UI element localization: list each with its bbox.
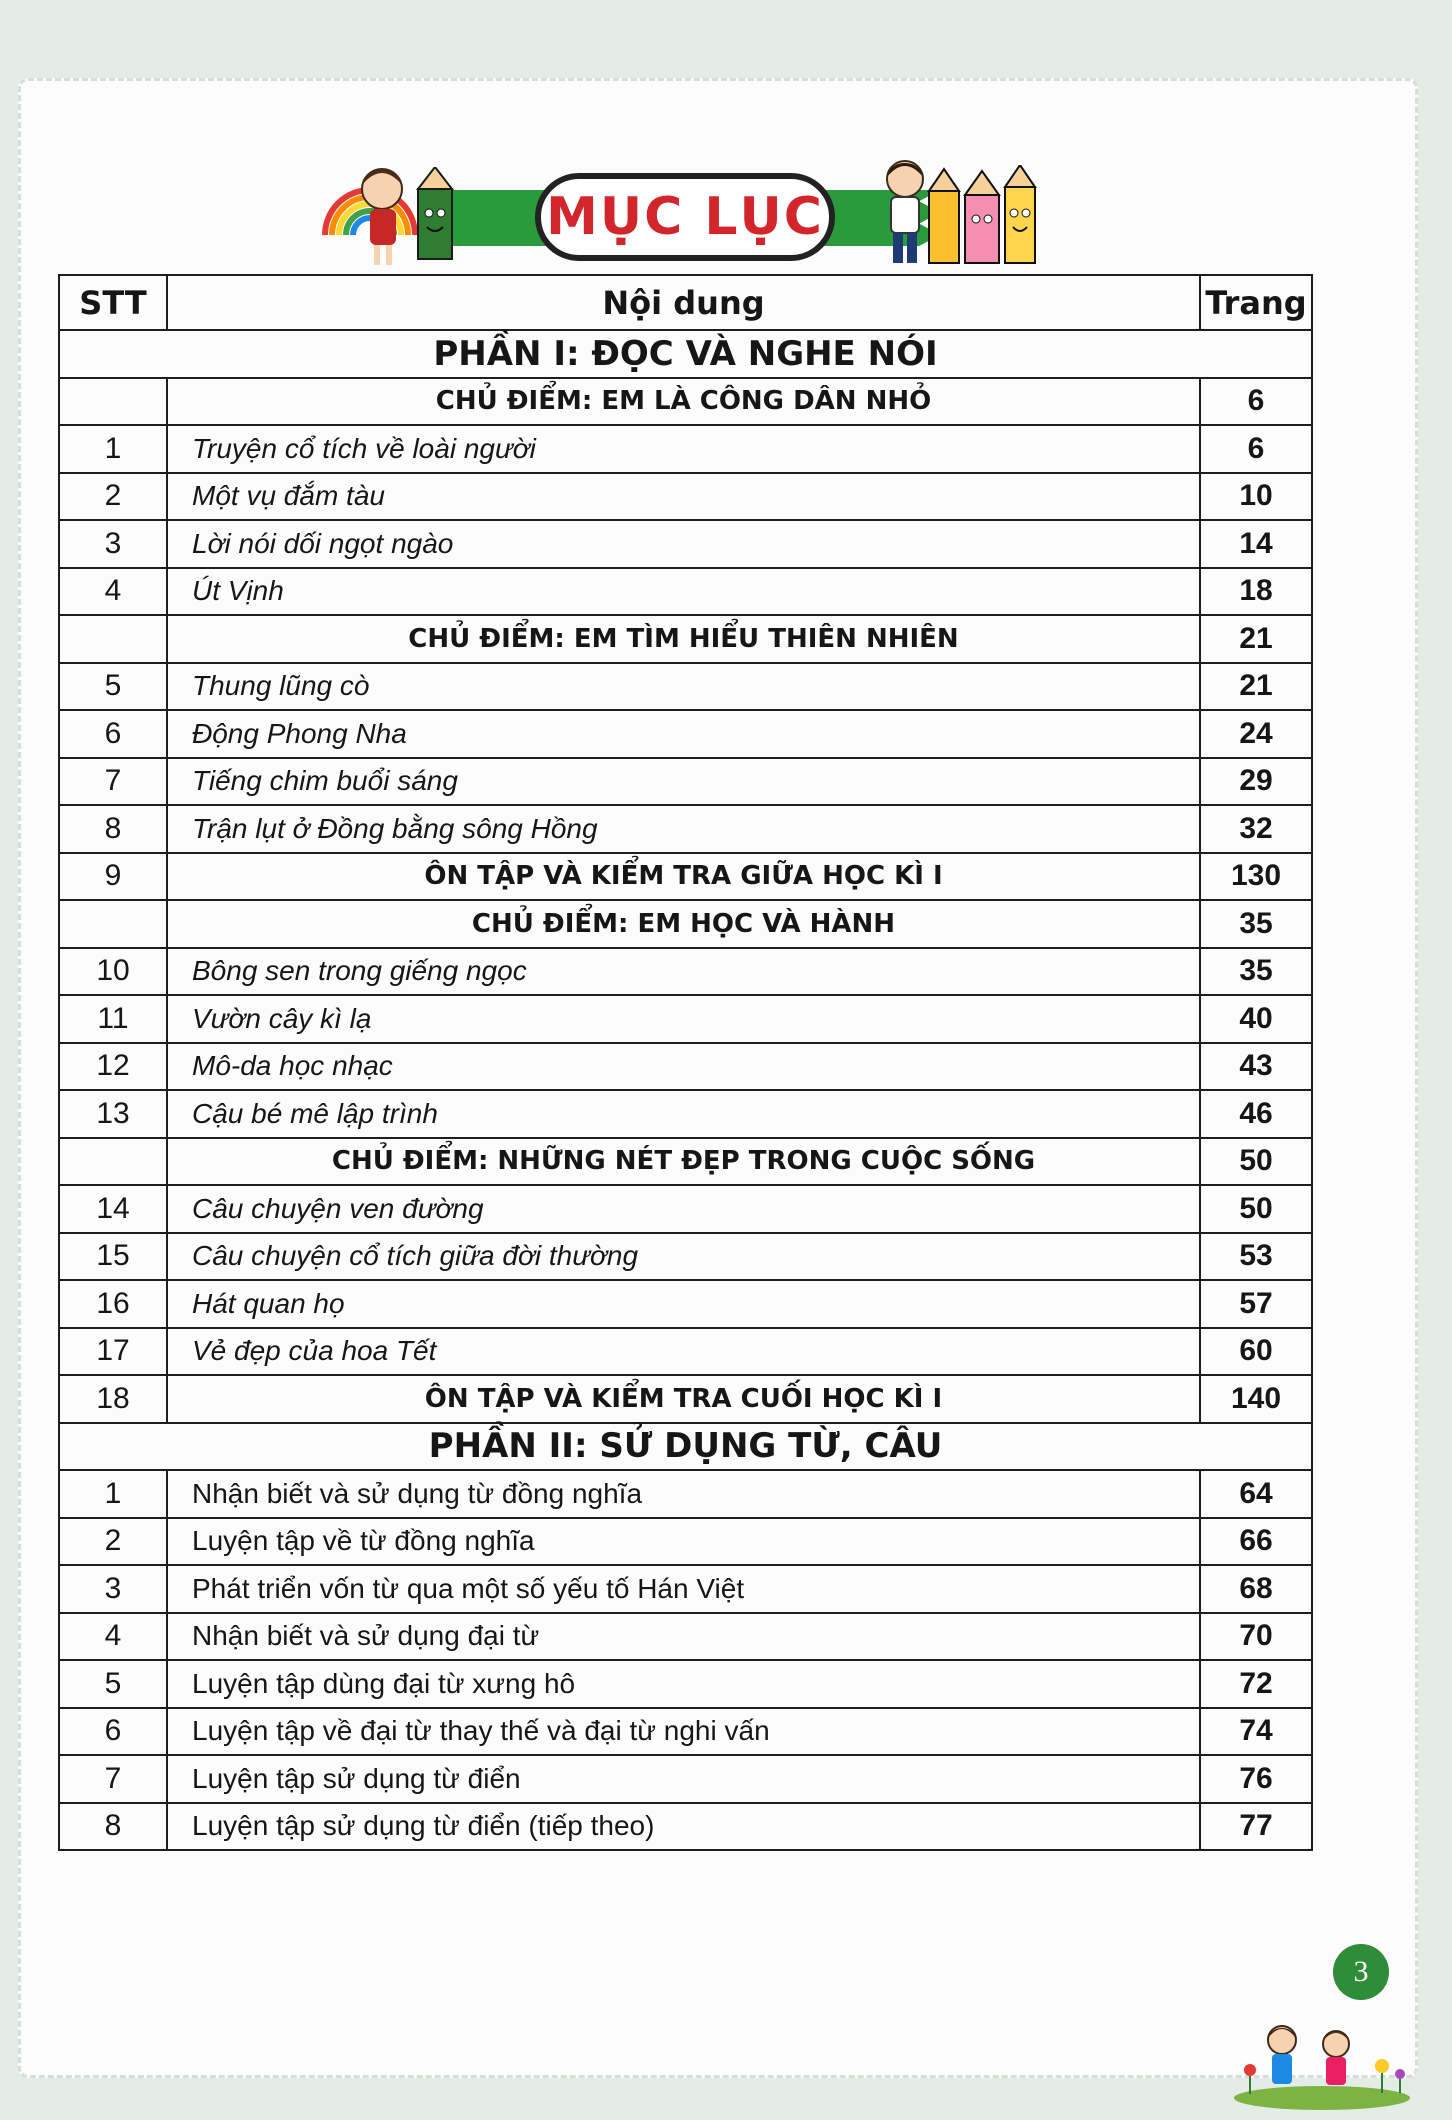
row-stt: 9 [59, 853, 167, 901]
row-page: 60 [1200, 1328, 1312, 1376]
table-row [59, 1090, 1312, 1138]
lesson-title: Thung lũng cò [167, 663, 1200, 711]
topic-title: CHỦ ĐIỂM: EM HỌC VÀ HÀNH [167, 900, 1200, 948]
row-stt: 5 [59, 1660, 167, 1708]
table-row [59, 1755, 1312, 1803]
row-page: 46 [1200, 1090, 1312, 1138]
row-page: 140 [1200, 1375, 1312, 1423]
row-page: 21 [1200, 663, 1312, 711]
page-title: MỤC LỤC [546, 187, 824, 247]
stt-header: STT [59, 275, 167, 330]
row-stt: 13 [59, 1090, 167, 1138]
row-stt: 18 [59, 1375, 167, 1423]
lesson-title: Luyện tập sử dụng từ điển (tiếp theo) [167, 1803, 1200, 1851]
pencil-characters-icon [925, 165, 1040, 275]
lesson-title: Bông sen trong giếng ngọc [167, 948, 1200, 996]
header-banner [320, 155, 1040, 275]
lesson-title: Một vụ đắm tàu [167, 473, 1200, 521]
row-stt: 10 [59, 948, 167, 996]
table-row [59, 1328, 1312, 1376]
lesson-title: Vẻ đẹp của hoa Tết [167, 1328, 1200, 1376]
table-row [59, 1518, 1312, 1566]
table-row [59, 1185, 1312, 1233]
row-stt: 14 [59, 1185, 167, 1233]
table-row [59, 1565, 1312, 1613]
row-stt: 4 [59, 568, 167, 616]
content-header: Nội dung [167, 275, 1200, 330]
topic-page: 21 [1200, 615, 1312, 663]
row-page: 57 [1200, 1280, 1312, 1328]
table-row [59, 1470, 1312, 1518]
row-stt: 16 [59, 1280, 167, 1328]
lesson-title: Út Vịnh [167, 568, 1200, 616]
row-page: 77 [1200, 1803, 1312, 1851]
topic-title: CHỦ ĐIỂM: EM LÀ CÔNG DÂN NHỎ [167, 378, 1200, 426]
row-page: 6 [1200, 425, 1312, 473]
row-stt: 2 [59, 1518, 167, 1566]
pencil-character-icon [410, 167, 460, 267]
row-page: 40 [1200, 995, 1312, 1043]
row-stt: 7 [59, 1755, 167, 1803]
table-row [59, 425, 1312, 473]
table-row [59, 1660, 1312, 1708]
row-page: 76 [1200, 1755, 1312, 1803]
lesson-title: Động Phong Nha [167, 710, 1200, 758]
topic-row [59, 615, 1312, 663]
table-row [59, 710, 1312, 758]
row-page: 24 [1200, 710, 1312, 758]
lesson-title: Phát triển vốn từ qua một số yếu tố Hán Việt [167, 1565, 1200, 1613]
review-row [59, 1375, 1312, 1423]
row-stt: 8 [59, 805, 167, 853]
row-stt: 15 [59, 1233, 167, 1281]
row-stt: 3 [59, 520, 167, 568]
table-row [59, 758, 1312, 806]
lesson-title: Mô-da học nhạc [167, 1043, 1200, 1091]
review-title: ÔN TẬP VÀ KIỂM TRA GIỮA HỌC KÌ I [167, 853, 1200, 901]
review-title: ÔN TẬP VÀ KIỂM TRA CUỐI HỌC KÌ I [167, 1375, 1200, 1423]
lesson-title: Câu chuyện cổ tích giữa đời thường [167, 1233, 1200, 1281]
row-page: 72 [1200, 1660, 1312, 1708]
topic-page: 50 [1200, 1138, 1312, 1186]
part-1-row [59, 330, 1312, 378]
lesson-title: Hát quan họ [167, 1280, 1200, 1328]
topic-row [59, 1138, 1312, 1186]
row-stt: 5 [59, 663, 167, 711]
row-page: 53 [1200, 1233, 1312, 1281]
toc-header-row [59, 275, 1312, 330]
table-row [59, 1233, 1312, 1281]
row-stt: 1 [59, 1470, 167, 1518]
row-page: 18 [1200, 568, 1312, 616]
row-page: 43 [1200, 1043, 1312, 1091]
row-page: 10 [1200, 473, 1312, 521]
lesson-title: Luyện tập dùng đại từ xưng hô [167, 1660, 1200, 1708]
row-page: 29 [1200, 758, 1312, 806]
row-page: 74 [1200, 1708, 1312, 1756]
banner-title-box [535, 173, 835, 261]
lesson-title: Câu chuyện ven đường [167, 1185, 1200, 1233]
lesson-title: Trận lụt ở Đồng bằng sông Hồng [167, 805, 1200, 853]
row-page: 70 [1200, 1613, 1312, 1661]
table-row [59, 520, 1312, 568]
lesson-title: Cậu bé mê lập trình [167, 1090, 1200, 1138]
row-page: 14 [1200, 520, 1312, 568]
topic-title: CHỦ ĐIỂM: EM TÌM HIỂU THIÊN NHIÊN [167, 615, 1200, 663]
row-page: 50 [1200, 1185, 1312, 1233]
row-stt: 8 [59, 1803, 167, 1851]
topic-title: CHỦ ĐIỂM: NHỮNG NÉT ĐẸP TRONG CUỘC SỐNG [167, 1138, 1200, 1186]
lesson-title: Tiếng chim buổi sáng [167, 758, 1200, 806]
topic-page: 6 [1200, 378, 1312, 426]
part-1-title: PHẦN I: ĐỌC VÀ NGHE NÓI [59, 330, 1312, 378]
topic-row [59, 900, 1312, 948]
lesson-title: Nhận biết và sử dụng từ đồng nghĩa [167, 1470, 1200, 1518]
page-header: Trang [1200, 275, 1312, 330]
row-stt: 11 [59, 995, 167, 1043]
row-page: 64 [1200, 1470, 1312, 1518]
table-row [59, 1613, 1312, 1661]
topic-page: 35 [1200, 900, 1312, 948]
kids-garden-illustration [1232, 2010, 1412, 2110]
table-row [59, 1803, 1312, 1851]
row-stt: 6 [59, 710, 167, 758]
lesson-title: Luyện tập về từ đồng nghĩa [167, 1518, 1200, 1566]
topic-row [59, 378, 1312, 426]
row-stt: 6 [59, 1708, 167, 1756]
table-row [59, 1708, 1312, 1756]
lesson-title: Luyện tập sử dụng từ điển [167, 1755, 1200, 1803]
row-stt: 3 [59, 1565, 167, 1613]
review-row [59, 853, 1312, 901]
table-row [59, 473, 1312, 521]
row-stt: 4 [59, 1613, 167, 1661]
table-row [59, 1280, 1312, 1328]
row-page: 32 [1200, 805, 1312, 853]
table-row [59, 948, 1312, 996]
row-page: 35 [1200, 948, 1312, 996]
table-row [59, 1043, 1312, 1091]
lesson-title: Truyện cổ tích về loài người [167, 425, 1200, 473]
table-row [59, 663, 1312, 711]
row-page: 130 [1200, 853, 1312, 901]
table-row [59, 805, 1312, 853]
table-row [59, 568, 1312, 616]
row-stt: 1 [59, 425, 167, 473]
lesson-title: Luyện tập về đại từ thay thế và đại từ nghi vấn [167, 1708, 1200, 1756]
row-stt: 12 [59, 1043, 167, 1091]
page-number-badge: 3 [1333, 1944, 1389, 2000]
part-2-title: PHẦN II: SỬ DỤNG TỪ, CÂU [59, 1423, 1312, 1471]
lesson-title: Lời nói dối ngọt ngào [167, 520, 1200, 568]
part-2-row [59, 1423, 1312, 1471]
row-page: 68 [1200, 1565, 1312, 1613]
row-stt: 7 [59, 758, 167, 806]
row-stt: 2 [59, 473, 167, 521]
row-page: 66 [1200, 1518, 1312, 1566]
lesson-title: Nhận biết và sử dụng đại từ [167, 1613, 1200, 1661]
table-row [59, 995, 1312, 1043]
lesson-title: Vườn cây kì lạ [167, 995, 1200, 1043]
toc-table [58, 274, 1313, 1851]
row-stt: 17 [59, 1328, 167, 1376]
